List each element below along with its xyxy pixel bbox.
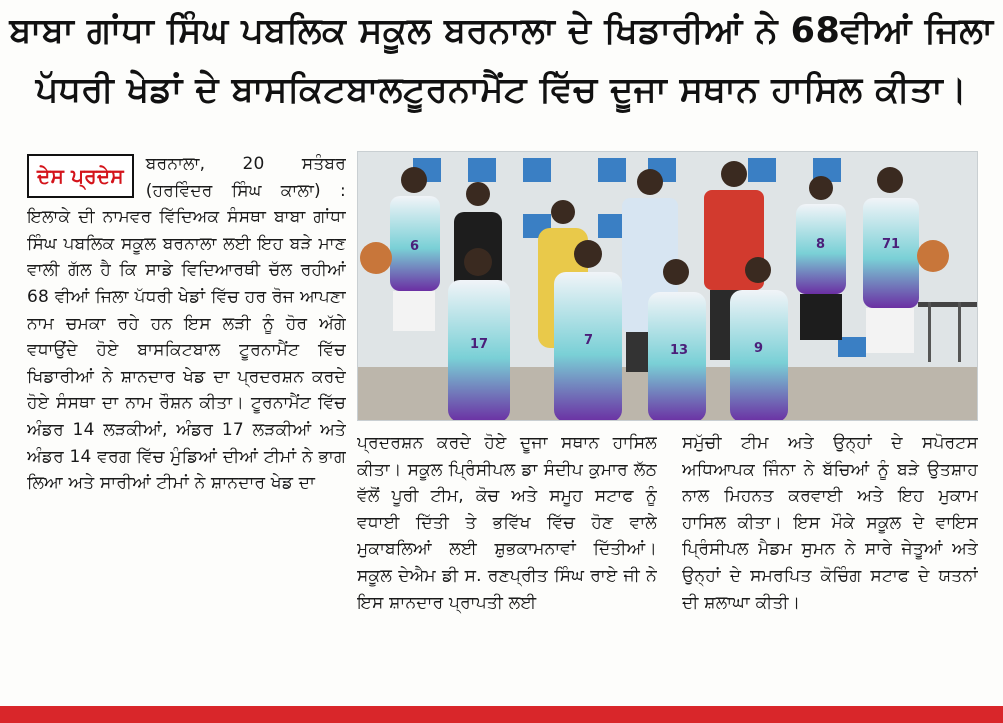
jersey-number: 17 — [470, 337, 489, 352]
team-photo-illustration — [358, 152, 978, 421]
bottom-red-bar — [0, 706, 1003, 723]
article-column-3 — [682, 430, 978, 698]
brand-badge-text: ਦੇਸ ਪ੍ਰਦੇਸ — [37, 164, 124, 188]
jersey-number: 6 — [410, 239, 420, 254]
jersey-number: 13 — [670, 343, 689, 358]
jersey-number: 7 — [584, 333, 594, 348]
headline — [0, 6, 1003, 116]
brand-badge — [27, 154, 134, 198]
article-text-col1: ਬਰਨਾਲਾ, 20 ਸਤੰਬਰ (ਹਰਵਿੰਦਰ ਸਿੰਘ ਕਾਲਾ) : ਇਲਾਕੇ ਦੀ ਨਾਮਵਰ ਵਿੱਦਿਅਕ ਸੰਸਥਾ ਬਾਬਾ ਗਾਂਧਾ ਸਿੰਘ ਪਬਲਿਕ ਸਕੂਲ ਬਰਨਾਲਾ ਲਈ ਇਹ ਬੜੇ ਮਾਣ ਵਾਲੀ ਗੱਲ ਹੈ ਕਿ ਸਾਡੇ ਵਿਦਿਆਰਥੀ ਚੱਲ ਰਹੀਆਂ 68 ਵੀਆਂ ਜਿਲਾ ਪੱਧਰੀ ਖੇਡਾਂ ਵਿੱਚ ਹਰ ਰੋਜ ਆਪਣਾ ਨਾਮ ਚਮਕਾ ਰਹੇ ਹਨ ਇਸ ਲੜੀ ਨੂੰ ਹੋਰ ਅੱਗੇ ਵਧਾਉਂਦੇ ਹੋਏ ਬਾਸਕਿਟਬਾਲ ਟੂਰਨਾਮੈਂਟ ਵਿੱਚ ਖਿਡਾਰੀਆਂ ਨੇ ਸ਼ਾਨਦਾਰ ਖੇਡ ਦਾ ਪ੍ਰਦਰਸ਼ਨ ਕਰਦੇ ਹੋਏ ਸੰਸਥਾ ਦਾ ਨਾਮ ਰੌਸ਼ਨ ਕੀਤਾ। ਟੂਰਨਾਮੈਂਟ ਵਿੱਚ ਅੰਡਰ 14 ਲੜਕੀਆਂ, ਅੰਡਰ 17 ਲੜਕੀਆਂ ਅਤੇ ਅੰਡਰ 14 ਵਰਗ ਵਿੱਚ ਮੁੰਡਿਆਂ ਦੀਆਂ ਟੀਮਾਂ ਨੇ ਭਾਗ ਲਿਆ ਅਤੇ ਸਾਰੀਆਂ ਟੀਮਾਂ ਨੇ ਸ਼ਾਨਦਾਰ ਖੇਡ ਦਾ — [27, 154, 346, 494]
jersey-number: 8 — [816, 237, 826, 252]
headline-line-1: ਬਾਬਾ ਗਾਂਧਾ ਸਿੰਘ ਪਬਲਿਕ ਸਕੂਲ ਬਰਨਾਲਾ ਦੇ ਖਿਡਾਰੀਆਂ ਨੇ 68ਵੀਆਂ ਜਿਲਾ — [9, 11, 994, 51]
headline-line-2: ਪੱਧਰੀ ਖੇਡਾਂ ਦੇ ਬਾਸਕਿਟਬਾਲਟੂਰਨਾਮੈਂਟ ਵਿੱਚ ਦੂਜਾ ਸਥਾਨ ਹਾਸਿਲ ਕੀਤਾ। — [35, 70, 968, 110]
article-text-col3: ਸਮੁੱਚੀ ਟੀਮ ਅਤੇ ਉਨ੍ਹਾਂ ਦੇ ਸਪੋਰਟਸ ਅਧਿਆਪਕ ਜਿੰਨਾ ਨੇ ਬੱਚਿਆਂ ਨੂੰ ਬੜੇ ਉਤਸ਼ਾਹ ਨਾਲ ਮਿਹਨਤ ਕਰਵਾਈ ਅਤੇ ਇਹ ਮੁਕਾਮ ਹਾਸਿਲ ਕੀਤਾ। ਇਸ ਮੌਕੇ ਸਕੂਲ ਦੇ ਵਾਇਸ ਪ੍ਰਿੰਸੀਪਲ ਮੈਡਮ ਸੁਮਨ ਨੇ ਸਾਰੇ ਜੇਤੂਆਂ ਅਤੇ ਉਨ੍ਹਾਂ ਦੇ ਸਮਰਪਿਤ ਕੋਚਿੰਗ ਸਟਾਫ ਦੇ ਯਤਨਾਂ ਦੀ ਸ਼ਲਾਘਾ ਕੀਤੀ। — [682, 433, 978, 613]
article-column-1 — [27, 151, 346, 699]
jersey-number: 71 — [882, 237, 901, 252]
team-photo — [357, 151, 978, 421]
article-text-col2: ਪ੍ਰਦਰਸ਼ਨ ਕਰਦੇ ਹੋਏ ਦੂਜਾ ਸਥਾਨ ਹਾਸਿਲ ਕੀਤਾ। ਸਕੂਲ ਪ੍ਰਿੰਸੀਪਲ ਡਾ ਸੰਦੀਪ ਕੁਮਾਰ ਲੱਠ ਵੱਲੋਂ ਪੂਰੀ ਟੀਮ, ਕੋਚ ਅਤੇ ਸਮੂਹ ਸਟਾਫ ਨੂੰ ਵਧਾਈ ਦਿੱਤੀ ਤੇ ਭਵਿੱਖ ਵਿੱਚ ਹੋਣ ਵਾਲੇ ਮੁਕਾਬਲਿਆਂ ਲਈ ਸ਼ੁਭਕਾਮਨਾਵਾਂ ਦਿੱਤੀਆਂ। ਸਕੂਲ ਦੇਐਮ ਡੀ ਸ. ਰਣਪ੍ਰੀਤ ਸਿੰਘ ਰਾਏ ਜੀ ਨੇ ਇਸ ਸ਼ਾਨਦਾਰ ਪ੍ਰਾਪਤੀ ਲਈ — [357, 433, 657, 613]
article-column-2 — [357, 430, 657, 698]
jersey-number: 9 — [754, 341, 764, 356]
